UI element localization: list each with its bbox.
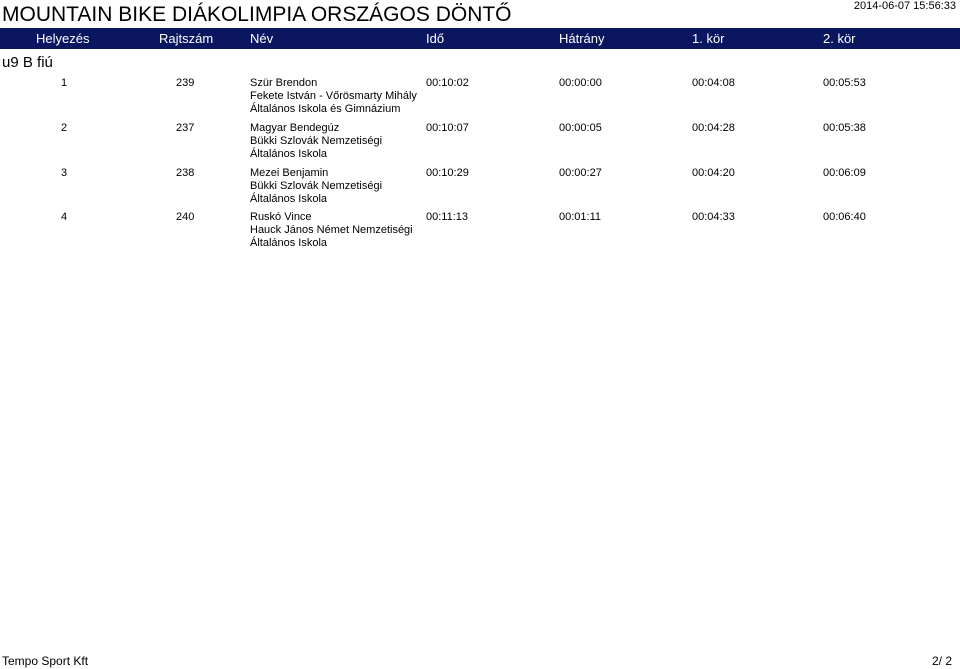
row-name: Szür Brendon (250, 77, 318, 89)
row-bib: 239 (176, 77, 195, 89)
row-place: 1 (61, 77, 68, 89)
row-place: 4 (61, 211, 68, 223)
row-lap1: 00:04:20 (692, 167, 735, 179)
row-school-line1: Hauck János Német Nemzetiségi (250, 224, 413, 236)
column-header-name: Név (250, 31, 274, 46)
column-header-time: Idő (426, 31, 445, 46)
row-lap2: 00:05:38 (823, 122, 866, 134)
row-bib: 240 (176, 211, 195, 223)
row-place: 3 (61, 167, 68, 179)
row-gap: 00:00:00 (559, 77, 602, 89)
row-name: Mezei Benjamin (250, 167, 329, 179)
column-header-lap2: 2. kör (823, 31, 856, 46)
row-school-line2: Általános Iskola és Gimnázium (250, 103, 401, 115)
row-gap: 00:00:05 (559, 122, 602, 134)
column-header-lap1: 1. kör (692, 31, 725, 46)
footer-organizer: Tempo Sport Kft (2, 654, 89, 668)
row-place: 2 (61, 122, 68, 134)
row-time: 00:10:29 (426, 167, 469, 179)
row-lap2: 00:06:09 (823, 167, 866, 179)
category-heading: u9 B fiú (2, 54, 53, 71)
row-name: Ruskó Vince (250, 211, 312, 223)
row-school-line1: Bükki Szlovák Nemzetiségi (250, 135, 383, 147)
row-time: 00:10:02 (426, 77, 469, 89)
row-school-line1: Bükki Szlovák Nemzetiségi (250, 180, 383, 192)
column-header-gap: Hátrány (559, 31, 605, 46)
row-school-line2: Általános Iskola (250, 193, 328, 205)
column-header-place: Helyezés (36, 31, 90, 46)
row-school-line1: Fekete István - Vőrösmarty Mihály (250, 90, 417, 102)
page-title: MOUNTAIN BIKE DIÁKOLIMPIA ORSZÁGOS DÖNTŐ (2, 3, 512, 26)
row-lap1: 00:04:33 (692, 211, 735, 223)
row-name: Magyar Bendegúz (250, 122, 340, 134)
row-lap2: 00:05:53 (823, 77, 866, 89)
row-lap1: 00:04:08 (692, 77, 735, 89)
row-bib: 237 (176, 122, 195, 134)
row-time: 00:11:13 (426, 211, 469, 223)
row-lap1: 00:04:28 (692, 122, 735, 134)
print-timestamp: 2014-06-07 15:56:33 (853, 0, 956, 12)
row-gap: 00:01:11 (559, 211, 602, 223)
row-school-line2: Általános Iskola (250, 148, 328, 160)
column-header-bar (0, 28, 960, 49)
row-time: 00:10:07 (426, 122, 469, 134)
footer-page-number: 2/ 2 (931, 654, 952, 668)
column-header-bib: Rajtszám (159, 31, 214, 46)
row-school-line2: Általános Iskola (250, 237, 328, 249)
row-gap: 00:00:27 (559, 167, 602, 179)
row-lap2: 00:06:40 (823, 211, 866, 223)
row-bib: 238 (176, 167, 195, 179)
